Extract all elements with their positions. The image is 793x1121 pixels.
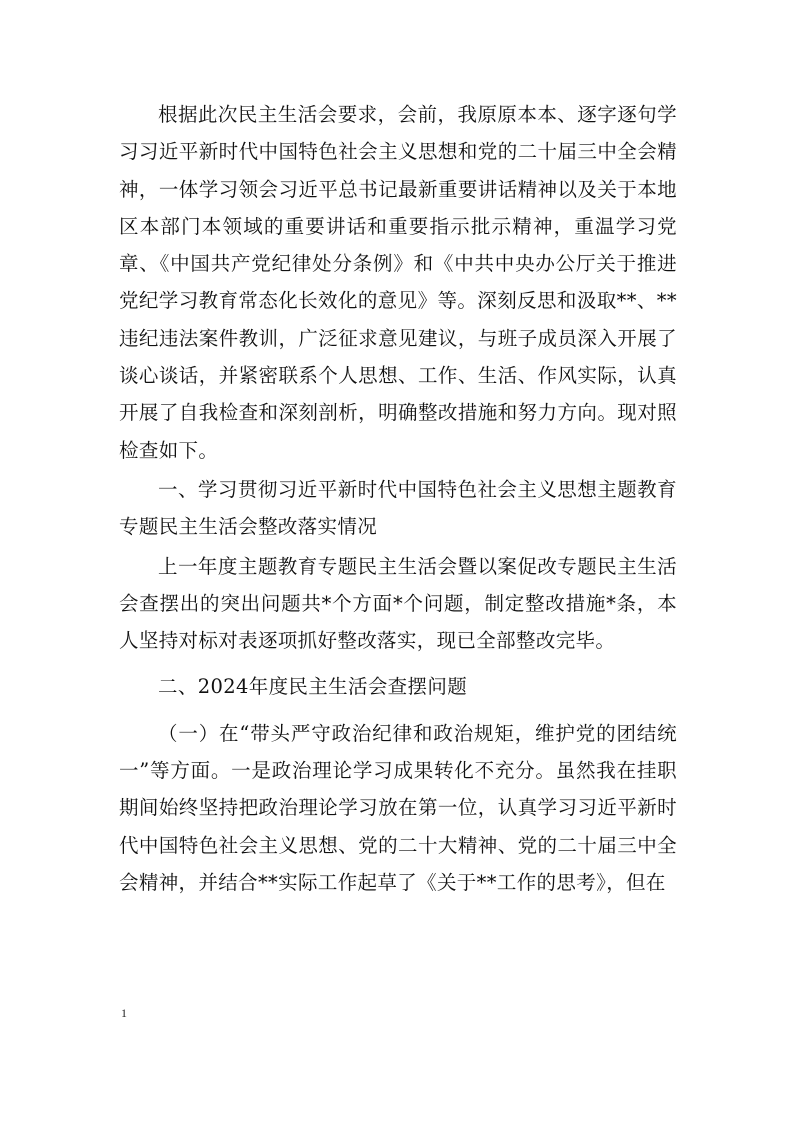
document-body (119, 96, 677, 901)
paragraph-rectification: 上一年度主题教育专题民主生活会暨以案促改专题民主生活会查摆出的突出问题共*个方面*个问题，制定整改措施*条，本人坚持对标对表逐项抓好整改落实，现已全部整改完毕。 (119, 554, 677, 653)
paragraph-issue-1: （一）在“带头严守政治纪律和政治规矩，维护党的团结统一”等方面。一是政治理论学习成果转化不充分。虽然我在挂职期间始终坚持把政治理论学习放在第一位，认真学习习近平新时代中国特色社会主义思想、党的二十大精神、党的二十届三中全会精神，并结合**实际工作起草了《关于**工作的思考》，但在 (119, 721, 677, 894)
paragraph-intro: 根据此次民主生活会要求，会前，我原原本本、逐字逐句学习习近平新时代中国特色社会主义思想和党的二十届三中全会精神，一体学习领会习近平总书记最新重要讲话精神以及关于本地区本部门本领域的重要讲话和重要指示批示精神，重温学习党章、《中国共产党纪律处分条例》和《中共中央办公厅关于推进党纪学习教育常态化长效化的意见》等。深刻反思和汲取**、**违纪违法案件教训，广泛征求意见建议，与班子成员深入开展了谈心谈话，并紧密联系个人思想、工作、生活、作风实际，认真开展了自我检查和深刻剖析，明确整改措施和努力方向。现对照检查如下。 (119, 103, 677, 462)
section-heading-1: 一、学习贯彻习近平新时代中国特色社会主义思想主题教育专题民主生活会整改落实情况 (119, 477, 677, 539)
page-number: 1 (121, 1006, 127, 1020)
section-heading-2: 二、2024年度民主生活会查摆问题 (158, 675, 468, 699)
